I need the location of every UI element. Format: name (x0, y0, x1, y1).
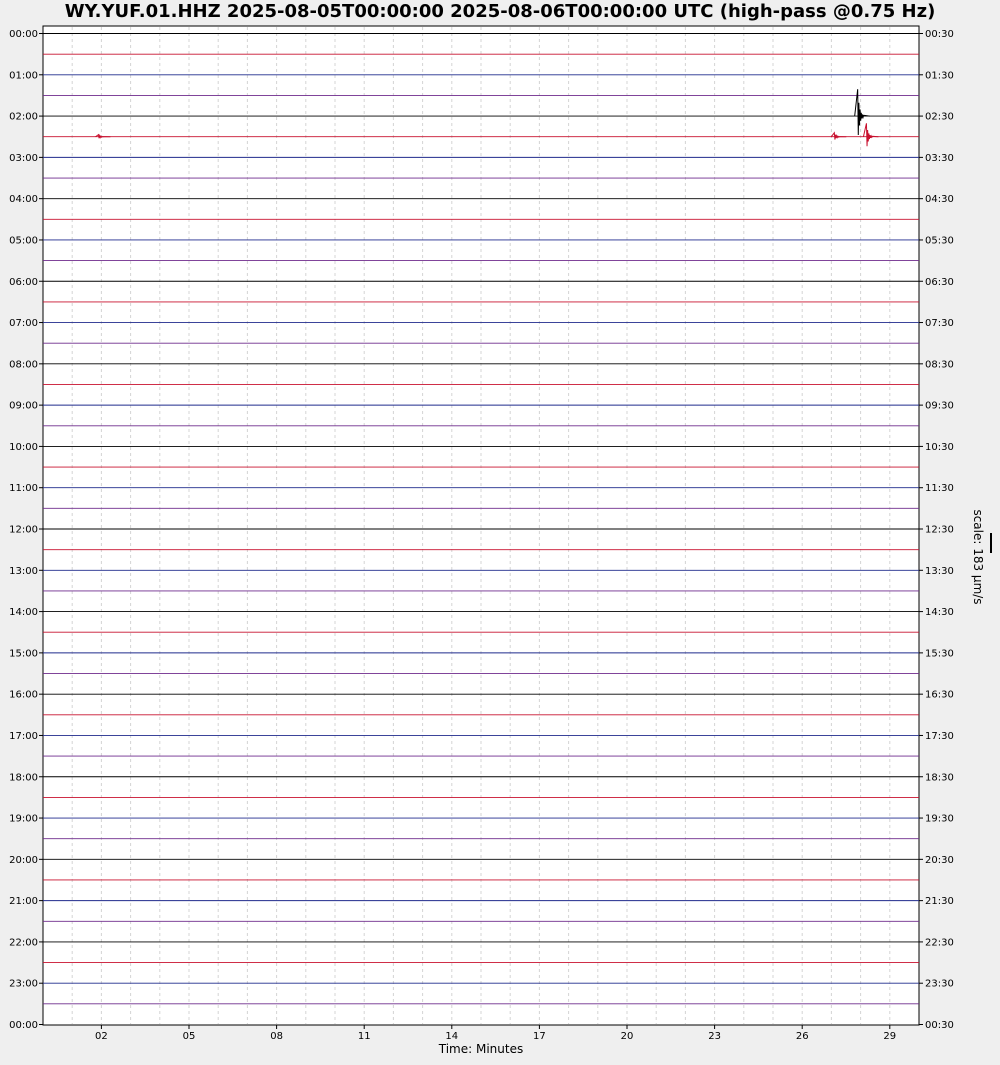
chart-title: WY.YUF.01.HHZ 2025-08-05T00:00:00 2025-08-06T00:00:00 UTC (high-pass @0.75 Hz) (64, 1, 936, 22)
y-tick-label-left: 19:00 (9, 813, 38, 825)
y-tick-label-left: 07:00 (9, 318, 38, 330)
y-tick-label-right: 04:30 (925, 194, 954, 206)
y-tick-label-right: 15:30 (925, 648, 954, 660)
x-tick-label: 29 (883, 1031, 897, 1042)
x-tick-label: 23 (708, 1031, 721, 1042)
y-tick-label-left: 21:00 (9, 896, 38, 908)
y-tick-label-right: 07:30 (925, 318, 954, 330)
y-tick-label-left: 23:00 (9, 978, 38, 990)
y-tick-label-left: 15:00 (9, 648, 38, 660)
y-tick-label-left: 22:00 (9, 937, 38, 949)
y-tick-label-left: 00:00 (9, 1020, 38, 1031)
y-tick-label-left: 03:00 (9, 152, 38, 164)
y-tick-label-right: 11:30 (925, 483, 954, 495)
y-tick-label-right: 06:30 (925, 276, 954, 288)
y-tick-label-right: 02:30 (925, 111, 954, 123)
y-tick-label-right: 21:30 (925, 896, 954, 908)
y-tick-label-left: 08:00 (9, 359, 38, 371)
y-tick-label-right: 09:30 (925, 400, 954, 412)
x-ticks (95, 1025, 896, 1042)
y-tick-label-right: 12:30 (925, 524, 954, 536)
y-tick-label-left: 17:00 (9, 730, 38, 742)
y-tick-label-right: 14:30 (925, 607, 954, 619)
y-tick-label-right: 10:30 (925, 441, 954, 453)
x-tick-label: 14 (445, 1031, 459, 1042)
y-tick-label-left: 11:00 (9, 483, 38, 495)
y-tick-label-left: 10:00 (9, 441, 38, 453)
y-tick-label-right: 05:30 (925, 235, 954, 247)
y-tick-label-right: 22:30 (925, 937, 954, 949)
x-tick-label: 20 (620, 1031, 634, 1042)
y-tick-label-left: 13:00 (9, 565, 38, 577)
y-tick-label-left: 06:00 (9, 276, 38, 288)
y-tick-label-left: 04:00 (9, 194, 38, 206)
y-tick-label-left: 20:00 (9, 854, 38, 866)
y-tick-label-right: 18:30 (925, 772, 954, 784)
y-tick-label-right: 13:30 (925, 565, 954, 577)
y-tick-label-right: 00:30 (925, 1020, 954, 1031)
y-tick-label-left: 05:00 (9, 235, 38, 247)
y-tick-label-right: 23:30 (925, 978, 954, 990)
x-tick-label: 11 (357, 1031, 371, 1042)
y-tick-label-right: 00:30 (925, 29, 954, 40)
y-tick-label-left: 01:00 (9, 70, 38, 82)
y-tick-label-right: 08:30 (925, 359, 954, 371)
y-tick-label-right: 19:30 (925, 813, 954, 825)
y-tick-label-right: 01:30 (925, 70, 954, 82)
x-tick-label: 05 (182, 1031, 196, 1042)
y-tick-label-left: 14:00 (9, 607, 38, 619)
x-tick-label: 26 (795, 1031, 809, 1042)
y-tick-label-right: 20:30 (925, 854, 954, 866)
y-tick-label-left: 00:00 (9, 29, 38, 40)
y-tick-label-left: 02:00 (9, 111, 38, 123)
x-tick-label: 17 (533, 1031, 546, 1042)
y-tick-label-left: 09:00 (9, 400, 38, 412)
y-tick-label-left: 18:00 (9, 772, 38, 784)
scale-text: scale: 183 µm/s (971, 509, 985, 605)
x-tick-label: 02 (95, 1031, 108, 1042)
y-tick-label-left: 12:00 (9, 524, 38, 536)
x-tick-label: 08 (270, 1031, 283, 1042)
y-tick-label-right: 17:30 (925, 730, 954, 742)
y-tick-label-right: 03:30 (925, 152, 954, 164)
y-tick-label-right: 16:30 (925, 689, 954, 701)
x-axis-label: Time: Minutes (438, 1042, 524, 1056)
y-tick-label-left: 16:00 (9, 689, 38, 701)
scale-label (963, 497, 993, 617)
